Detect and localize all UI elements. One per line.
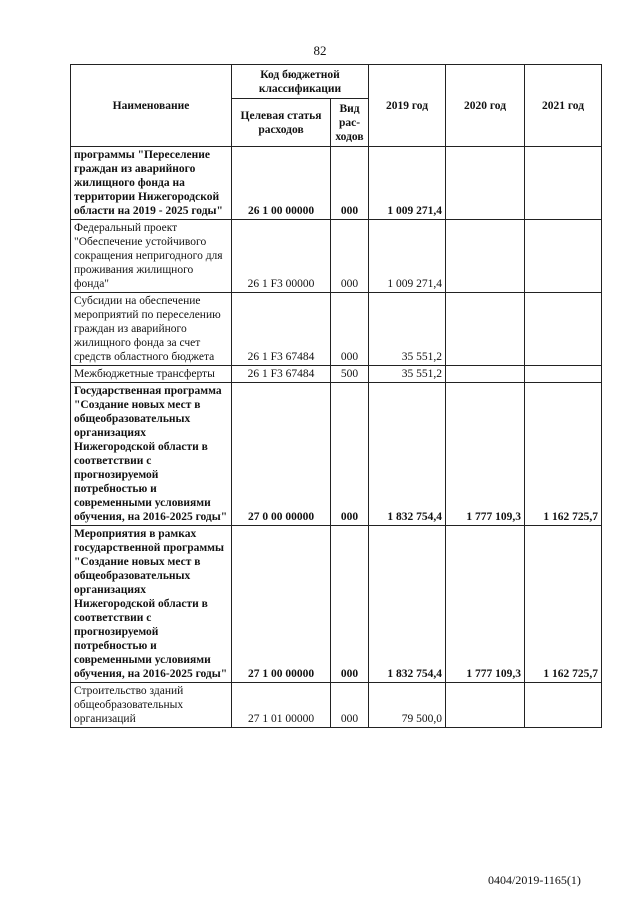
table-row <box>71 147 602 220</box>
cell-y2021 <box>525 147 602 220</box>
table-body <box>71 147 602 728</box>
cell-code: 26 1 F3 67484 <box>232 293 331 366</box>
cell-code: 26 1 00 00000 <box>232 147 331 220</box>
cell-name: Мероприятия в рамках государственной программы "Создание новых мест в общеобразовательных организациях Нижегородской области в соответствии с прогнозируемой потребностью и современными условиями обучения, на 2016-2025 годы" <box>71 526 232 683</box>
table-row <box>71 526 602 683</box>
cell-y2021 <box>525 220 602 293</box>
table-row <box>71 220 602 293</box>
header-classification: Код бюджетной классификации <box>232 65 369 99</box>
cell-code: 26 1 F3 00000 <box>232 220 331 293</box>
cell-y2019: 35 551,2 <box>369 293 446 366</box>
table-row <box>71 293 602 366</box>
cell-y2019: 1 832 754,4 <box>369 383 446 526</box>
cell-y2021 <box>525 683 602 728</box>
header-2021: 2021 год <box>525 65 602 147</box>
cell-name: Межбюджетные трансферты <box>71 366 232 383</box>
table-row <box>71 366 602 383</box>
page-number: 82 <box>313 43 327 58</box>
cell-y2021 <box>525 366 602 383</box>
cell-y2021: 1 162 725,7 <box>525 526 602 683</box>
header-name: Наименование <box>71 65 232 147</box>
cell-y2020 <box>446 366 525 383</box>
cell-type: 000 <box>331 220 369 293</box>
cell-y2019: 1 009 271,4 <box>369 147 446 220</box>
cell-name: Строительство зданий общеобразовательных организаций <box>71 683 232 728</box>
cell-code: 26 1 F3 67484 <box>232 366 331 383</box>
cell-type: 000 <box>331 383 369 526</box>
header-target-article: Целевая статья расходов <box>232 99 331 147</box>
cell-y2020: 1 777 109,3 <box>446 526 525 683</box>
cell-name: Федеральный проект "Обеспечение устойчивого сокращения непригодного для проживания жилищного фонда" <box>71 220 232 293</box>
budget-table <box>70 64 602 728</box>
header-2020: 2020 год <box>446 65 525 147</box>
cell-type: 000 <box>331 683 369 728</box>
cell-code: 27 1 01 00000 <box>232 683 331 728</box>
cell-type: 500 <box>331 366 369 383</box>
cell-y2020 <box>446 220 525 293</box>
cell-code: 27 1 00 00000 <box>232 526 331 683</box>
cell-name: Субсидии на обеспечение мероприятий по переселению граждан из аварийного жилищного фонда за счет средств областного бюджета <box>71 293 232 366</box>
cell-y2020 <box>446 293 525 366</box>
header-2019: 2019 год <box>369 65 446 147</box>
cell-y2021: 1 162 725,7 <box>525 383 602 526</box>
document-code: 0404/2019-1165(1) <box>488 873 581 887</box>
cell-type: 000 <box>331 147 369 220</box>
header-expense-type: Вид рас-ходов <box>331 99 369 147</box>
cell-y2020 <box>446 147 525 220</box>
cell-name: Государственная программа "Создание новых мест в общеобразовательных организациях Нижегородской области в соответствии с прогнозируемой потребностью и современными условиями обучения, на 2016-2025 годы" <box>71 383 232 526</box>
cell-name: программы "Переселение граждан из аварийного жилищного фонда на территории Нижегородской области на 2019 - 2025 годы" <box>71 147 232 220</box>
cell-y2021 <box>525 293 602 366</box>
cell-code: 27 0 00 00000 <box>232 383 331 526</box>
cell-y2020: 1 777 109,3 <box>446 383 525 526</box>
table-row <box>71 383 602 526</box>
table-row <box>71 683 602 728</box>
cell-y2019: 79 500,0 <box>369 683 446 728</box>
cell-y2020 <box>446 683 525 728</box>
cell-type: 000 <box>331 526 369 683</box>
cell-y2019: 1 832 754,4 <box>369 526 446 683</box>
cell-y2019: 35 551,2 <box>369 366 446 383</box>
cell-type: 000 <box>331 293 369 366</box>
cell-y2019: 1 009 271,4 <box>369 220 446 293</box>
